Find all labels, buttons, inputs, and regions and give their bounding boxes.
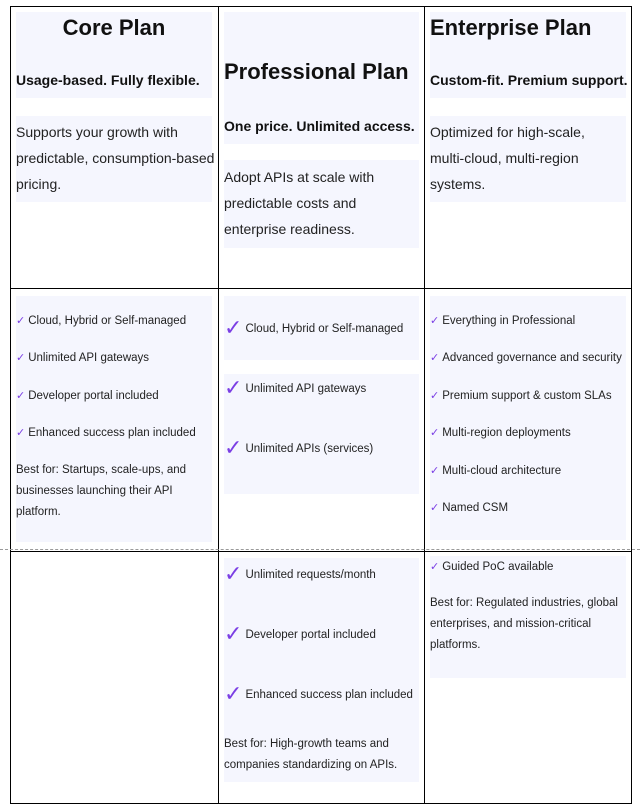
enterprise-best-for: Best for: Regulated industries, global enterprises, and mission-critical platforms. [430, 597, 618, 651]
enterprise-feature-item: ✓ Multi-cloud architecture [430, 464, 562, 477]
enterprise-feature-item: ✓ Named CSM [430, 501, 509, 514]
checkmark-icon: ✓ [430, 501, 440, 514]
checkmark-icon: ✓ [224, 436, 243, 461]
column-divider [218, 6, 219, 804]
enterprise-description-block [430, 116, 626, 202]
professional-feature-item: ✓ Enhanced success plan included [224, 682, 413, 707]
enterprise-feature-item: ✓ Multi-region deployments [430, 426, 571, 439]
enterprise-plan-description: Optimized for high-scale, multi-cloud, multi-region systems. [430, 124, 585, 192]
core-plan-title: Core Plan [62, 15, 166, 40]
professional-feature-block [224, 374, 419, 494]
professional-plan-tagline: One price. Unlimited access. [224, 118, 415, 134]
professional-feature-item: ✓ Unlimited APIs (services) [224, 436, 374, 461]
row-divider [10, 288, 632, 289]
checkmark-icon: ✓ [224, 316, 243, 341]
checkmark-icon: ✓ [430, 389, 440, 402]
core-feature-item: ✓ Unlimited API gateways [16, 351, 150, 364]
checkmark-icon: ✓ [16, 314, 26, 327]
checkmark-icon: ✓ [224, 682, 243, 707]
column-divider [424, 6, 425, 804]
checkmark-icon: ✓ [224, 562, 243, 587]
professional-description-block [224, 160, 419, 248]
core-description-block [16, 116, 215, 202]
enterprise-plan-tagline: Custom-fit. Premium support. [430, 72, 628, 88]
checkmark-icon: ✓ [16, 389, 26, 402]
checkmark-icon: ✓ [430, 560, 440, 573]
core-features-block [16, 296, 212, 542]
enterprise-feature-item: ✓ Advanced governance and security [430, 351, 622, 364]
professional-plan-description: Adopt APIs at scale with predictable costs and enterprise readiness. [224, 169, 375, 237]
core-plan-description: Supports your growth with predictable, consumption-based pricing. [16, 124, 215, 192]
enterprise-header-block [430, 12, 626, 98]
enterprise-more-features-block [430, 556, 626, 678]
checkmark-icon: ✓ [224, 622, 243, 647]
professional-plan-title: Professional Plan [224, 59, 409, 84]
professional-feature-item: ✓ Cloud, Hybrid or Self-managed [224, 316, 404, 341]
checkmark-icon: ✓ [430, 426, 440, 439]
enterprise-features-block [430, 296, 626, 540]
core-plan-tagline: Usage-based. Fully flexible. [16, 72, 200, 88]
checkmark-icon: ✓ [16, 351, 26, 364]
enterprise-feature-item: ✓ Premium support & custom SLAs [430, 389, 612, 402]
enterprise-plan-title: Enterprise Plan [430, 15, 592, 40]
checkmark-icon: ✓ [16, 426, 26, 439]
professional-feature-item: ✓ Unlimited requests/month [224, 562, 376, 587]
core-best-for: Best for: Startups, scale-ups, and businesses launching their API platform. [16, 464, 187, 518]
professional-feature-item: ✓ Unlimited API gateways [224, 376, 367, 401]
core-feature-item: ✓ Enhanced success plan included [16, 426, 196, 439]
core-feature-item: ✓ Cloud, Hybrid or Self-managed [16, 314, 187, 327]
professional-feature-block [224, 296, 419, 360]
page-break-line [0, 549, 640, 550]
checkmark-icon: ✓ [224, 376, 243, 401]
core-header-block [16, 12, 212, 98]
enterprise-feature-item: ✓ Guided PoC available [430, 560, 554, 573]
checkmark-icon: ✓ [430, 464, 440, 477]
professional-best-for: Best for: High-growth teams and companies standardizing on APIs. [224, 738, 398, 771]
professional-feature-item: ✓ Developer portal included [224, 622, 376, 647]
core-feature-item: ✓ Developer portal included [16, 389, 159, 402]
row-divider [10, 551, 632, 552]
professional-header-block [224, 12, 419, 144]
checkmark-icon: ✓ [430, 314, 440, 327]
enterprise-feature-item: ✓ Everything in Professional [430, 314, 576, 327]
professional-more-features-block [224, 558, 419, 782]
checkmark-icon: ✓ [430, 351, 440, 364]
